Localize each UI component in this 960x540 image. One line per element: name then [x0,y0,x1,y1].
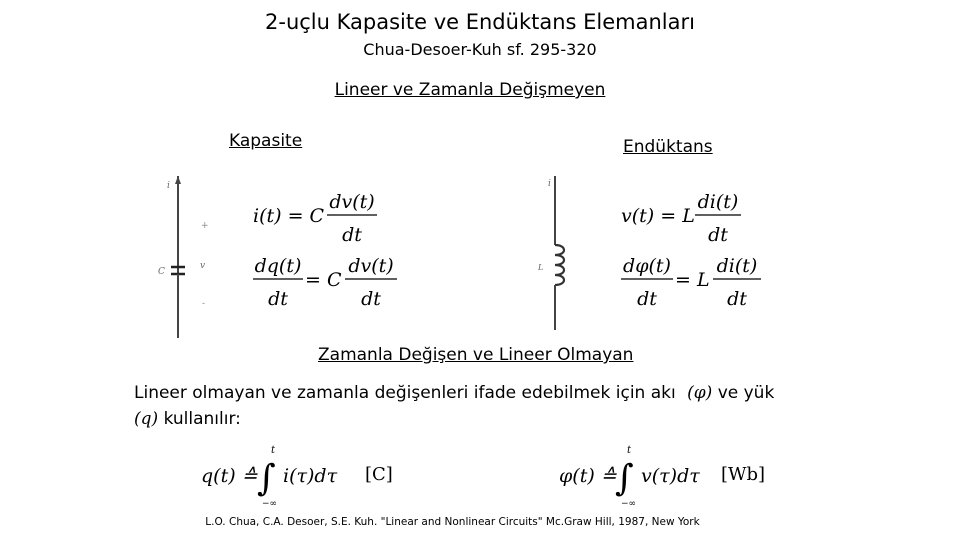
flux-integral-integrand: v(τ)dτ [641,465,700,487]
inductor-eq2-num1: dφ(t) [623,255,671,277]
section-heading-linear-text: Lineer ve Zamanla Değişmeyen [334,80,606,100]
charge-integral-lower: −∞ [262,499,278,509]
slide-subtitle: Chua-Desoer-Kuh sf. 295-320 [363,40,597,59]
charge-integral [195,440,405,515]
flux-integral-lhs: φ(t) ≙ [559,465,617,487]
capacitor-heading-text: Kapasite [229,131,303,151]
inductor-eq1-den: dt [708,224,728,246]
charge-integral-lhs: q(t) ≙ [201,465,258,487]
section-heading-linear [0,80,940,100]
capacitor-eq2-num1: dq(t) [254,255,302,277]
inductor-symbol [530,170,580,335]
inductor-eq2-den2: dt [727,288,747,310]
inductor-heading [623,137,713,157]
capacitor-name-label: C [158,267,165,277]
description-paragraph [134,380,834,432]
reference-citation: L.O. Chua, C.A. Desoer, S.E. Kuh. "Linear and Nonlinear Circuits" Mc.Graw Hill, 1987, New York [205,516,700,528]
capacitor-current-label: i [167,181,170,191]
capacitor-eq1-lhs: i(t) = C [253,205,325,227]
capacitor-eq2-den1: dt [268,288,288,310]
inductor-heading-text: Endüktans [623,137,713,157]
flux-integral-unit: [Wb] [721,464,766,485]
capacitor-symbol [155,168,215,338]
capacitor-eq2-mid: = C [305,269,342,291]
section-heading-nonlinear [318,345,633,365]
section-heading-nonlinear-text: Zamanla Değişen ve Lineer Olmayan [318,345,634,365]
integral-sign-icon: ∫ [615,458,634,499]
inductor-name-label: L [538,263,544,272]
capacitor-voltage-label: v [200,261,206,271]
charge-integral-integrand: i(τ)dτ [283,465,338,487]
description-text-1: Lineer olmayan ve zamanla değişenleri ifade edebilmek için akı [134,383,676,403]
inductor-eq1-num: di(t) [697,191,739,213]
description-text-3: kullanılır: [163,409,241,429]
description-q-symbol: (q) [134,409,159,429]
capacitor-heading [229,131,302,151]
capacitor-eq2-den2: dt [361,288,381,310]
inductor-eq2-num2: di(t) [716,255,758,277]
integral-sign-icon: ∫ [257,458,276,499]
flux-integral [555,440,785,515]
flux-integral-upper: t [627,445,632,456]
flux-integral-lower: −∞ [621,499,637,509]
inductor-eq2-mid: = L [675,269,710,291]
inductor-eq2-den1: dt [637,288,657,310]
capacitor-equations [245,185,410,310]
capacitor-eq1-num: dv(t) [329,191,375,213]
charge-integral-unit: [C] [365,464,393,485]
capacitor-eq2-num2: dv(t) [348,255,394,277]
slide-title: 2-uçlu Kapasite ve Endüktans Elemanları [265,10,695,34]
current-arrow-icon [175,176,181,184]
inductor-coil [555,245,564,285]
inductor-eq1-lhs: v(t) = L [621,205,695,227]
description-text-2: ve yük [717,383,775,403]
capacitor-plus-sign: + [201,221,209,231]
description-phi-symbol: (φ) [687,383,713,403]
capacitor-eq1-den: dt [342,224,362,246]
charge-integral-upper: t [271,445,276,456]
capacitor-minus-sign: - [202,299,206,309]
inductor-current-label: i [548,179,551,189]
inductor-equations [615,185,775,310]
